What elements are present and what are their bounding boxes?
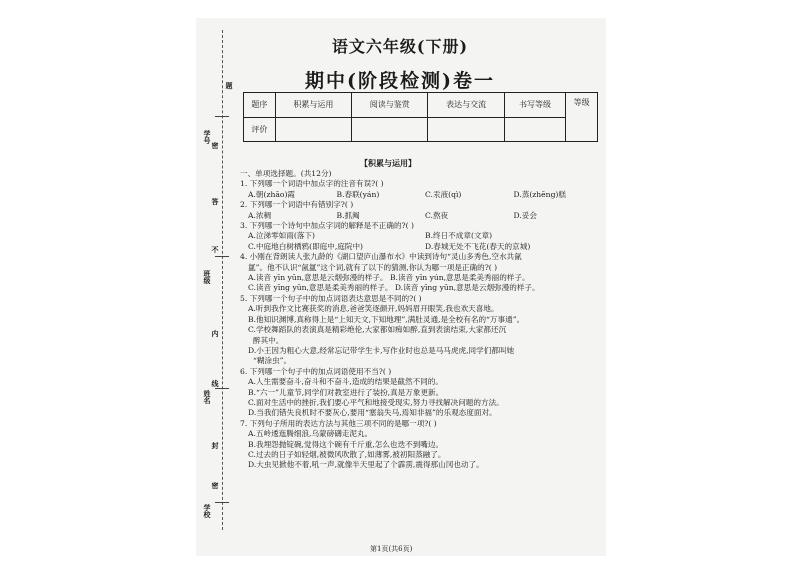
binding-margin xyxy=(200,30,240,540)
question-option: D.小王因为粗心大意,经常忘记带学生卡,写作业时也总是马马虎虎,同学们都叫她 xyxy=(248,345,515,355)
question-option: C.读音 yīng yūn,意思是柔美秀丽的样子。 D.读音 yīng yūn,意思是云烟弥漫的样子。 xyxy=(248,283,540,293)
score-table-row xyxy=(244,117,598,142)
binding-tick xyxy=(215,116,229,117)
question-options xyxy=(240,190,602,200)
option-item: C.中庭地白树栖鸦(即庭中,庭院中) xyxy=(248,241,364,251)
student-id-label: 学号 xyxy=(203,130,212,144)
score-table-header-row xyxy=(244,93,598,118)
question-option: B.他知识渊博,真称得上是“上知天文,下知地理”,满肚灵通,是全校有名的“万事通”。 xyxy=(248,314,525,324)
question-option: A.听到我作文比赛获奖的消息,爸爸笑逐颜开,妈妈眉开眼笑,我也欢天喜地。 xyxy=(248,304,499,314)
question-line: 氲”。他不认识“氤氲”这个词,就有了以下的猜测,你认为哪一项是正确的?( ) xyxy=(248,262,498,272)
binding-char: 题 xyxy=(225,82,234,89)
question-line: 2. 下列哪一个词语中有错别字?( ) xyxy=(240,200,354,210)
option-item: B.终日不成章(文章) xyxy=(425,231,493,241)
option-item: D.蒸(zhēng)糕 xyxy=(513,189,566,199)
binding-char: 答 xyxy=(211,198,220,205)
question-line: 4. 小刚在背朗读人张九龄的《湖口望庐山瀑布水》中读到诗句“灵山多秀色,空水共氤 xyxy=(240,252,522,262)
binding-char: 线 xyxy=(211,380,220,387)
option-item: A.泣涕零如雨(落下) xyxy=(248,231,315,241)
question-option: A.五岭逶迤腾细浪,乌蒙磅礴走泥丸。 xyxy=(248,429,373,439)
section-title: 【积累与运用】 xyxy=(360,158,416,168)
option-item: B.春联(yán) xyxy=(336,189,380,199)
exam-title: 语文六年级(下册) xyxy=(331,37,469,56)
score-table-cell: 题序 xyxy=(244,93,276,118)
score-input-cell[interactable] xyxy=(504,117,565,142)
binding-char: 密 xyxy=(211,142,220,149)
score-table-cell: 等级 xyxy=(566,93,598,142)
option-item: D.春城无处不飞花(春天的京城) xyxy=(425,241,531,251)
binding-line xyxy=(222,30,223,530)
question-line: 6. 下列哪一个句子中的加点词语使用不当?( ) xyxy=(240,366,392,376)
question-option: A.读音 yīn yūn,意思是云烟弥漫的样子。 B.读音 yīn yún,意思是柔美秀丽的样子。 xyxy=(248,273,530,283)
question-line: 3. 下列哪一个诗句中加点字词的解释是不正确的?( ) xyxy=(240,221,414,231)
question-options xyxy=(240,231,602,241)
score-table-cell: 表达与交流 xyxy=(428,93,504,118)
option-item: B.抓阄 xyxy=(336,210,360,220)
binding-tick xyxy=(215,256,229,257)
score-table xyxy=(243,92,598,142)
binding-tick xyxy=(215,502,229,503)
question-line: 1. 下列哪一个词语中加点字的注音有误?( ) xyxy=(240,179,384,189)
question-line: 一、单项选择题。(共12分) xyxy=(240,169,332,178)
question-option: C.过去的日子如轻烟,被微风吹散了,如薄雾,被初阳蒸融了。 xyxy=(248,449,446,459)
option-item: D.妥会 xyxy=(513,210,537,220)
question-options xyxy=(240,211,602,221)
exam-subtitle: 期中(阶段检测)卷一 xyxy=(305,70,495,92)
question-option: B.“六一”儿童节,同学们对教室进行了装扮,真是万象更新。 xyxy=(248,387,444,397)
question-option: C.面对生活中的挫折,我们要心平气和地接受现实,努力寻找解决问题的方法。 xyxy=(248,397,504,407)
option-item: A.浓稠 xyxy=(248,210,272,220)
page-footer: 第1页(共6页) xyxy=(370,545,413,553)
score-table-cell: 积累与运用 xyxy=(275,93,351,118)
question-option: C.学校舞蹈队的表演真是精彩绝伦,大家都如痴如醉,直到表演结束,大家都还沉 xyxy=(248,325,507,335)
option-item: C.熬夜 xyxy=(425,210,449,220)
binding-char: 内 xyxy=(211,330,220,337)
binding-char: 封 xyxy=(211,442,220,449)
question-option: “糊涂虫”。 xyxy=(253,356,292,366)
score-input-cell[interactable] xyxy=(352,117,428,142)
question-options xyxy=(240,242,602,252)
question-line: 5. 下列哪一个句子中的加点词语表达意思是不同的?( ) xyxy=(240,293,422,303)
score-input-cell[interactable] xyxy=(275,117,351,142)
question-option: A.人生需要奋斗,奋斗和不奋斗,造成的结果是截然不同的。 xyxy=(248,377,443,387)
score-table-cell: 评价 xyxy=(244,117,276,142)
score-input-cell[interactable] xyxy=(428,117,504,142)
question-option: B.我埋怨抛锭碗,觉得这个碗有千斤重,怎么也迭不到嘴边。 xyxy=(248,439,444,449)
question-option: D.当我们错失良机时不要灰心,要用“塞翁失马,焉知非福”的乐观态度面对。 xyxy=(248,408,497,418)
binding-char: 密 xyxy=(211,482,220,489)
score-table-cell: 阅读与鉴赏 xyxy=(352,93,428,118)
binding-tick xyxy=(215,388,229,389)
option-item: C.汞液(qì) xyxy=(425,189,462,199)
school-label: 学校 xyxy=(203,504,212,518)
class-label: 班级 xyxy=(203,270,212,284)
score-table-cell: 书写等级 xyxy=(504,93,565,118)
question-line: 7. 下列句子所用的表达方法与其他三项不同的是哪一项?( ) xyxy=(240,418,437,428)
option-item: A.朝(zhāo)霞 xyxy=(248,189,296,199)
question-option: D.大虫见掀他不着,吼一声,就像半天里起了个霹雳,震得那山冈也动了。 xyxy=(248,460,484,470)
name-label: 姓名 xyxy=(203,390,212,404)
question-option: 醉其中。 xyxy=(253,335,284,345)
questions-body xyxy=(240,169,602,471)
binding-char: 不 xyxy=(211,246,220,253)
